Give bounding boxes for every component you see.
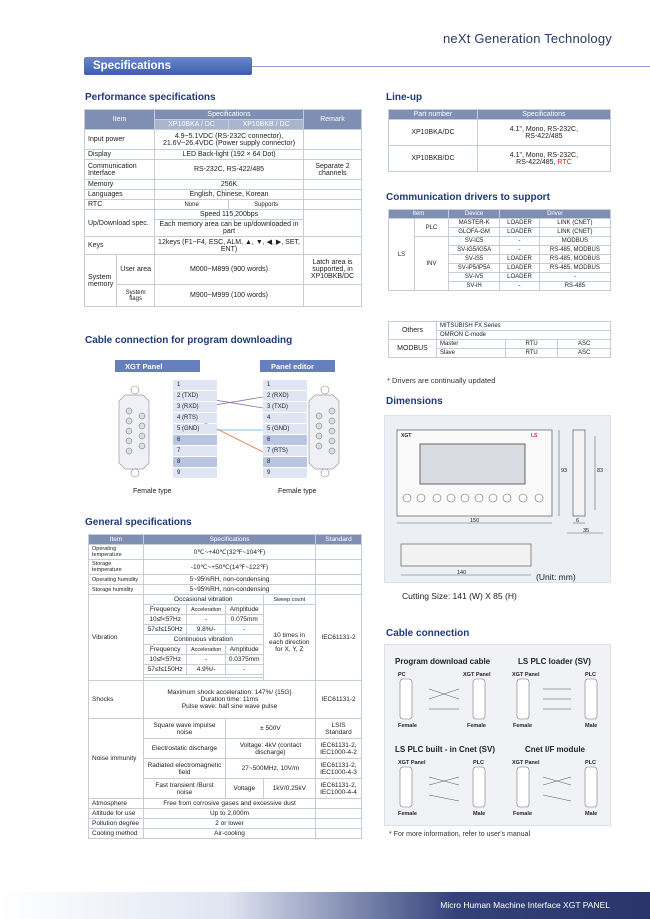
row-remark: Separate 2 channels xyxy=(304,160,362,180)
row-label: Communication Interface xyxy=(85,160,155,180)
left-pin: 3 (RXD) xyxy=(173,402,217,412)
row-value: - xyxy=(187,615,226,625)
row-value: Radiated electromagnetic field xyxy=(144,759,226,779)
left-pin: 8 xyxy=(173,457,217,467)
row-value: Pulse wave: half sine wave pulse xyxy=(181,703,278,710)
right-pin: 8 xyxy=(263,457,307,467)
row-value: RS-232C, RS-422/485 xyxy=(155,160,304,180)
driver-cell: RTU xyxy=(505,340,557,349)
row-value: 0℃~+40℃(32℉~104℉) xyxy=(144,545,316,560)
ls-logo: LS xyxy=(531,433,538,439)
row-value: 2 or lower xyxy=(144,819,316,829)
driver-cell: LOADER xyxy=(500,219,540,228)
row-value: Maximum shock acceleration: 147%/ {15G} xyxy=(167,689,292,696)
driver-cell: RS-485, MODBUS xyxy=(539,246,610,255)
specifications-header: Specifications xyxy=(477,110,610,120)
device-cell: GLOFA-GM xyxy=(448,228,499,237)
lineup-title: Line-up xyxy=(386,92,423,103)
row-value: 10 times in each direction for X, Y, Z xyxy=(263,605,315,681)
footer-bar xyxy=(0,892,650,919)
row-value: 0.0375mm xyxy=(225,655,263,665)
driver-cell: - xyxy=(500,246,540,255)
row-value: 9.8%/- xyxy=(187,625,226,635)
row-value: M000~M899 (900 words) xyxy=(155,255,304,285)
row-sublabel: System flags xyxy=(117,285,155,307)
q4-right: PLC xyxy=(585,760,596,766)
row-label: Operating temperature xyxy=(89,545,144,560)
general-table xyxy=(88,534,362,839)
row-value: 27~500MHz, 10V/m xyxy=(225,759,315,779)
ls-label: LS xyxy=(389,219,415,291)
left-pin: 2 (TXD) xyxy=(173,391,217,401)
row-value: 1kV/0.25kV xyxy=(263,779,315,799)
drivers-table xyxy=(388,209,611,291)
row-value: Voltage: 4kV (contact discharge) xyxy=(225,739,315,759)
row-value: 256K xyxy=(155,180,304,190)
row-value: - xyxy=(187,655,226,665)
device-cell: MITSUBISH FX Series xyxy=(437,322,611,331)
row-value: Duration time: 11ms xyxy=(200,696,259,703)
part-number: XP10BKB/DC xyxy=(389,146,478,172)
dim-height-93: 93 xyxy=(561,468,568,474)
row-value: Up to 2,000m xyxy=(144,809,316,819)
row-value: English, Chinese, Korean xyxy=(155,190,304,200)
right-female-type: Female type xyxy=(278,488,317,495)
dim-width-140: 140 xyxy=(457,570,467,576)
device-cell: SV-iH xyxy=(448,282,499,291)
device-cell: Slave xyxy=(437,349,506,358)
left-pin: 1 xyxy=(173,380,217,390)
row-value: Continuous vibration xyxy=(144,635,264,645)
row-value: Amplitude xyxy=(225,645,263,655)
row-value: 5~95%RH, non-condensing xyxy=(144,575,316,585)
row-value: Fast transient /Burst noise xyxy=(144,779,226,799)
left-pin: 6 xyxy=(173,435,217,445)
driver-cell: RS-485, MODBUS xyxy=(539,264,610,273)
right-pin: 9 xyxy=(263,468,307,478)
row-value: M900~M999 (100 words) xyxy=(155,285,304,307)
q3-title: LS PLC built - in Cnet (SV) xyxy=(395,745,495,754)
row-label: Shocks xyxy=(89,681,144,719)
row-value: Square wave impulse noise xyxy=(144,719,226,739)
device-cell: SV-iG5/iG5A xyxy=(448,246,499,255)
row-value: Acceleration xyxy=(187,645,226,655)
device-cell: SV-iV5 xyxy=(448,273,499,282)
row-value: Voltage xyxy=(225,779,263,799)
inv-label: INV xyxy=(415,237,449,291)
row-value: - xyxy=(225,665,263,675)
section-tab: Specifications xyxy=(84,57,252,75)
plc-label: PLC xyxy=(415,219,449,237)
q3-left-type: Female xyxy=(398,811,417,817)
cable-connection-title: Cable connection xyxy=(386,628,470,639)
item-header: Item xyxy=(85,110,155,130)
q1-left: PC xyxy=(398,672,406,678)
row-label: Memory xyxy=(85,180,155,190)
drivers-note: * Drivers are continually updated xyxy=(387,376,496,385)
cable-diagram xyxy=(85,355,360,500)
others-label: Others xyxy=(389,322,437,340)
driver-item-header: Item xyxy=(389,210,449,219)
row-std: IEC61131-2, IEC1000-4-4 xyxy=(316,779,362,799)
row-value: Each memory area can be up/downloaded in part xyxy=(155,220,304,237)
part-number: XP10BKA/DC xyxy=(389,120,478,146)
left-pin: 5 (GND) xyxy=(173,424,217,434)
q3-right: PLC xyxy=(473,760,484,766)
row-value: None xyxy=(155,200,229,210)
row-label: Altitude for use xyxy=(89,809,144,819)
modbus-label: MODBUS xyxy=(389,340,437,358)
q4-left-type: Female xyxy=(513,811,532,817)
dim-depth-6: 6 xyxy=(576,518,580,524)
row-value: 10≤f<57Hz xyxy=(144,655,187,665)
row-value: Acceleration xyxy=(187,605,226,615)
driver-cell: ASC xyxy=(558,340,611,349)
row-label: Vibration xyxy=(89,595,144,681)
q2-right-type: Male xyxy=(585,723,598,729)
left-female-type: Female type xyxy=(133,488,172,495)
driver-cell: - xyxy=(539,273,610,282)
row-label: Cooling method xyxy=(89,829,144,839)
part-number-header: Part number xyxy=(389,110,478,120)
driver-cell: ASC xyxy=(558,349,611,358)
q1-left-type: Female xyxy=(398,723,417,729)
brand-tagline: neXt Generation Technology xyxy=(442,31,612,46)
driver-cell: - xyxy=(500,237,540,246)
gen-spec-header: Specifications xyxy=(144,535,316,545)
model-b-header: XP10BKB / DC xyxy=(229,120,304,130)
driver-cell: LINK (CNET) xyxy=(539,219,610,228)
driver-cell: MODBUS xyxy=(539,237,610,246)
driver-cell: LOADER xyxy=(500,264,540,273)
remark-header: Remark xyxy=(304,110,362,130)
left-pin: 9 xyxy=(173,468,217,478)
drivers-table-others xyxy=(388,321,611,358)
row-value: 5~95%RH, non-condensing xyxy=(144,585,316,595)
performance-title: Performance specifications xyxy=(85,92,216,103)
row-value: Speed 115,200bps xyxy=(155,210,304,220)
row-std: IEC61131-2, IEC1000-4-2 xyxy=(316,739,362,759)
row-value: Air-cooling xyxy=(144,829,316,839)
right-pin: 4 xyxy=(263,413,307,423)
spec-header: Specifications xyxy=(155,110,304,120)
row-label: Atmosphere xyxy=(89,799,144,809)
row-label: Storage humidity xyxy=(89,585,144,595)
device-cell: SV-iP5/iP5A xyxy=(448,264,499,273)
row-std: IEC61131-2, IEC1000-4-3 xyxy=(316,759,362,779)
row-value: Occasional vibration xyxy=(144,595,264,605)
row-value: 4.9%/- xyxy=(187,665,226,675)
spec-line: RS-422/485, xyxy=(516,158,558,166)
q4-left: XGT Panel xyxy=(512,760,540,766)
xgt-logo: XGT xyxy=(401,433,412,439)
row-remark: Latch area is supported, in XP10BKB/DC xyxy=(304,255,362,285)
driver-cell: RTU xyxy=(505,349,557,358)
driver-cell: RS-485 xyxy=(539,282,610,291)
row-value: Free from corrosive gases and excessive dust xyxy=(144,799,316,809)
cable-download-title: Cable connection for program downloading xyxy=(85,335,293,346)
row-label: Languages xyxy=(85,190,155,200)
q4-right-type: Male xyxy=(585,811,598,817)
left-pin: 4 (RTS) xyxy=(173,413,217,423)
model-a-header: XP10BKA / DC xyxy=(155,120,229,130)
lineup-table xyxy=(388,109,611,172)
dim-width-150: 150 xyxy=(470,518,480,524)
q2-title: LS PLC loader (SV) xyxy=(518,657,591,666)
q2-right: PLC xyxy=(585,672,596,678)
q1-title: Program download cable xyxy=(395,657,491,666)
row-value: 10≤f<57Hz xyxy=(144,615,187,625)
cable-connection-panel xyxy=(384,644,611,826)
row-value: Supports xyxy=(229,200,304,210)
manual-note: * For more information, refer to user's manual xyxy=(389,831,531,838)
right-pin: 5 (GND) xyxy=(263,424,307,434)
row-label: Pollution degree xyxy=(89,819,144,829)
q1-right-type: Female xyxy=(467,723,486,729)
q2-left-type: Female xyxy=(513,723,532,729)
gen-std-header: Standard xyxy=(316,535,362,545)
drivers-title: Communication drivers to support xyxy=(386,192,550,203)
spec-line: RS-422/485 xyxy=(525,132,563,140)
row-value: -10℃~+50℃(14℉~122℉) xyxy=(144,560,316,575)
row-label: Display xyxy=(85,150,155,160)
row-label: Input power xyxy=(85,130,155,150)
dim-depth-35: 35 xyxy=(583,528,590,534)
row-label: Storage temperature xyxy=(89,560,144,575)
row-label: Up/Download spec. xyxy=(85,210,155,237)
row-value: Frequency xyxy=(144,605,187,615)
xgt-panel-label: XGT Panel xyxy=(125,362,163,371)
right-pin: 3 (TXD) xyxy=(263,402,307,412)
row-value: 12keys (F1~F4, ESC, ALM, ▲, ▼, ◀, ▶, SET, ENT) xyxy=(155,237,304,255)
q4-title: Cnet I/F module xyxy=(525,745,585,754)
q3-left: XGT Panel xyxy=(398,760,426,766)
unit-note: (Unit: mm) xyxy=(536,572,576,582)
row-value: Electrostatic discharge xyxy=(144,739,226,759)
device-cell: MASTER-K xyxy=(448,219,499,228)
driver-cell: LINK (CNET) xyxy=(539,228,610,237)
row-sublabel: User area xyxy=(117,255,155,285)
row-value: LED Back-light (192 × 64 Dot) xyxy=(155,150,304,160)
row-value: 57≤f≤150Hz xyxy=(144,665,187,675)
dimensions-drawing xyxy=(384,415,611,583)
gen-item-header: Item xyxy=(89,535,144,545)
driver-cell: - xyxy=(500,282,540,291)
driver-cell: RS-485, MODBUS xyxy=(539,255,610,264)
row-value: Sweep count xyxy=(263,595,315,605)
spec-line: 4.1", Mono, RS-232C, xyxy=(509,151,579,159)
right-pin: 2 (RXD) xyxy=(263,391,307,401)
q1-right: XGT Panel xyxy=(463,672,491,678)
rtc-highlight: RTC xyxy=(557,158,572,166)
row-label: RTC xyxy=(85,200,155,210)
left-pin: 7 xyxy=(173,446,217,456)
q2-left: XGT Panel xyxy=(512,672,540,678)
row-value: - xyxy=(225,625,263,635)
right-pin: 6 xyxy=(263,435,307,445)
device-cell: OMRON C-mode xyxy=(437,331,611,340)
device-cell: SV-iS5 xyxy=(448,255,499,264)
driver-driver-header: Driver xyxy=(500,210,611,219)
dimensions-title: Dimensions xyxy=(386,396,443,407)
row-value: 4.9~5.1VDC (RS-232C connector), 21.6V~26.4VDC (Power supply connector) xyxy=(155,130,304,150)
right-pin: 1 xyxy=(263,380,307,390)
row-value: 0.075mm xyxy=(225,615,263,625)
driver-cell: LOADER xyxy=(500,255,540,264)
driver-device-header: Device xyxy=(448,210,499,219)
section-divider xyxy=(252,66,650,67)
general-title: General specifications xyxy=(85,517,192,528)
right-pin: 7 (RTS) xyxy=(263,446,307,456)
row-value: Amplitude xyxy=(225,605,263,615)
row-value: ± 500V xyxy=(225,719,315,739)
row-std: IEC61131-2 xyxy=(316,681,362,719)
row-label: Noise immunity xyxy=(89,719,144,799)
spec-line: 4.1", Mono, RS-232C, xyxy=(509,125,579,133)
row-std: LSIS Standard xyxy=(316,719,362,739)
row-label: Operating humidity xyxy=(89,575,144,585)
dim-height-83: 83 xyxy=(597,468,604,474)
device-cell: SV-iC5 xyxy=(448,237,499,246)
footer-text: Micro Human Machine Interface XGT PANEL xyxy=(440,900,610,910)
row-value: Frequency xyxy=(144,645,187,655)
q3-right-type: Male xyxy=(473,811,486,817)
row-std: IEC61131-2 xyxy=(316,595,362,681)
device-cell: Master xyxy=(437,340,506,349)
performance-table xyxy=(84,109,362,307)
row-value: 57≤f≤150Hz xyxy=(144,625,187,635)
panel-editor-label: Panel editor xyxy=(271,362,314,371)
cutting-size: Cutting Size: 141 (W) X 85 (H) xyxy=(402,591,517,601)
driver-cell: LOADER xyxy=(500,273,540,282)
row-label: Keys xyxy=(85,237,155,255)
row-label: System memory xyxy=(85,255,117,307)
driver-cell: LOADER xyxy=(500,228,540,237)
